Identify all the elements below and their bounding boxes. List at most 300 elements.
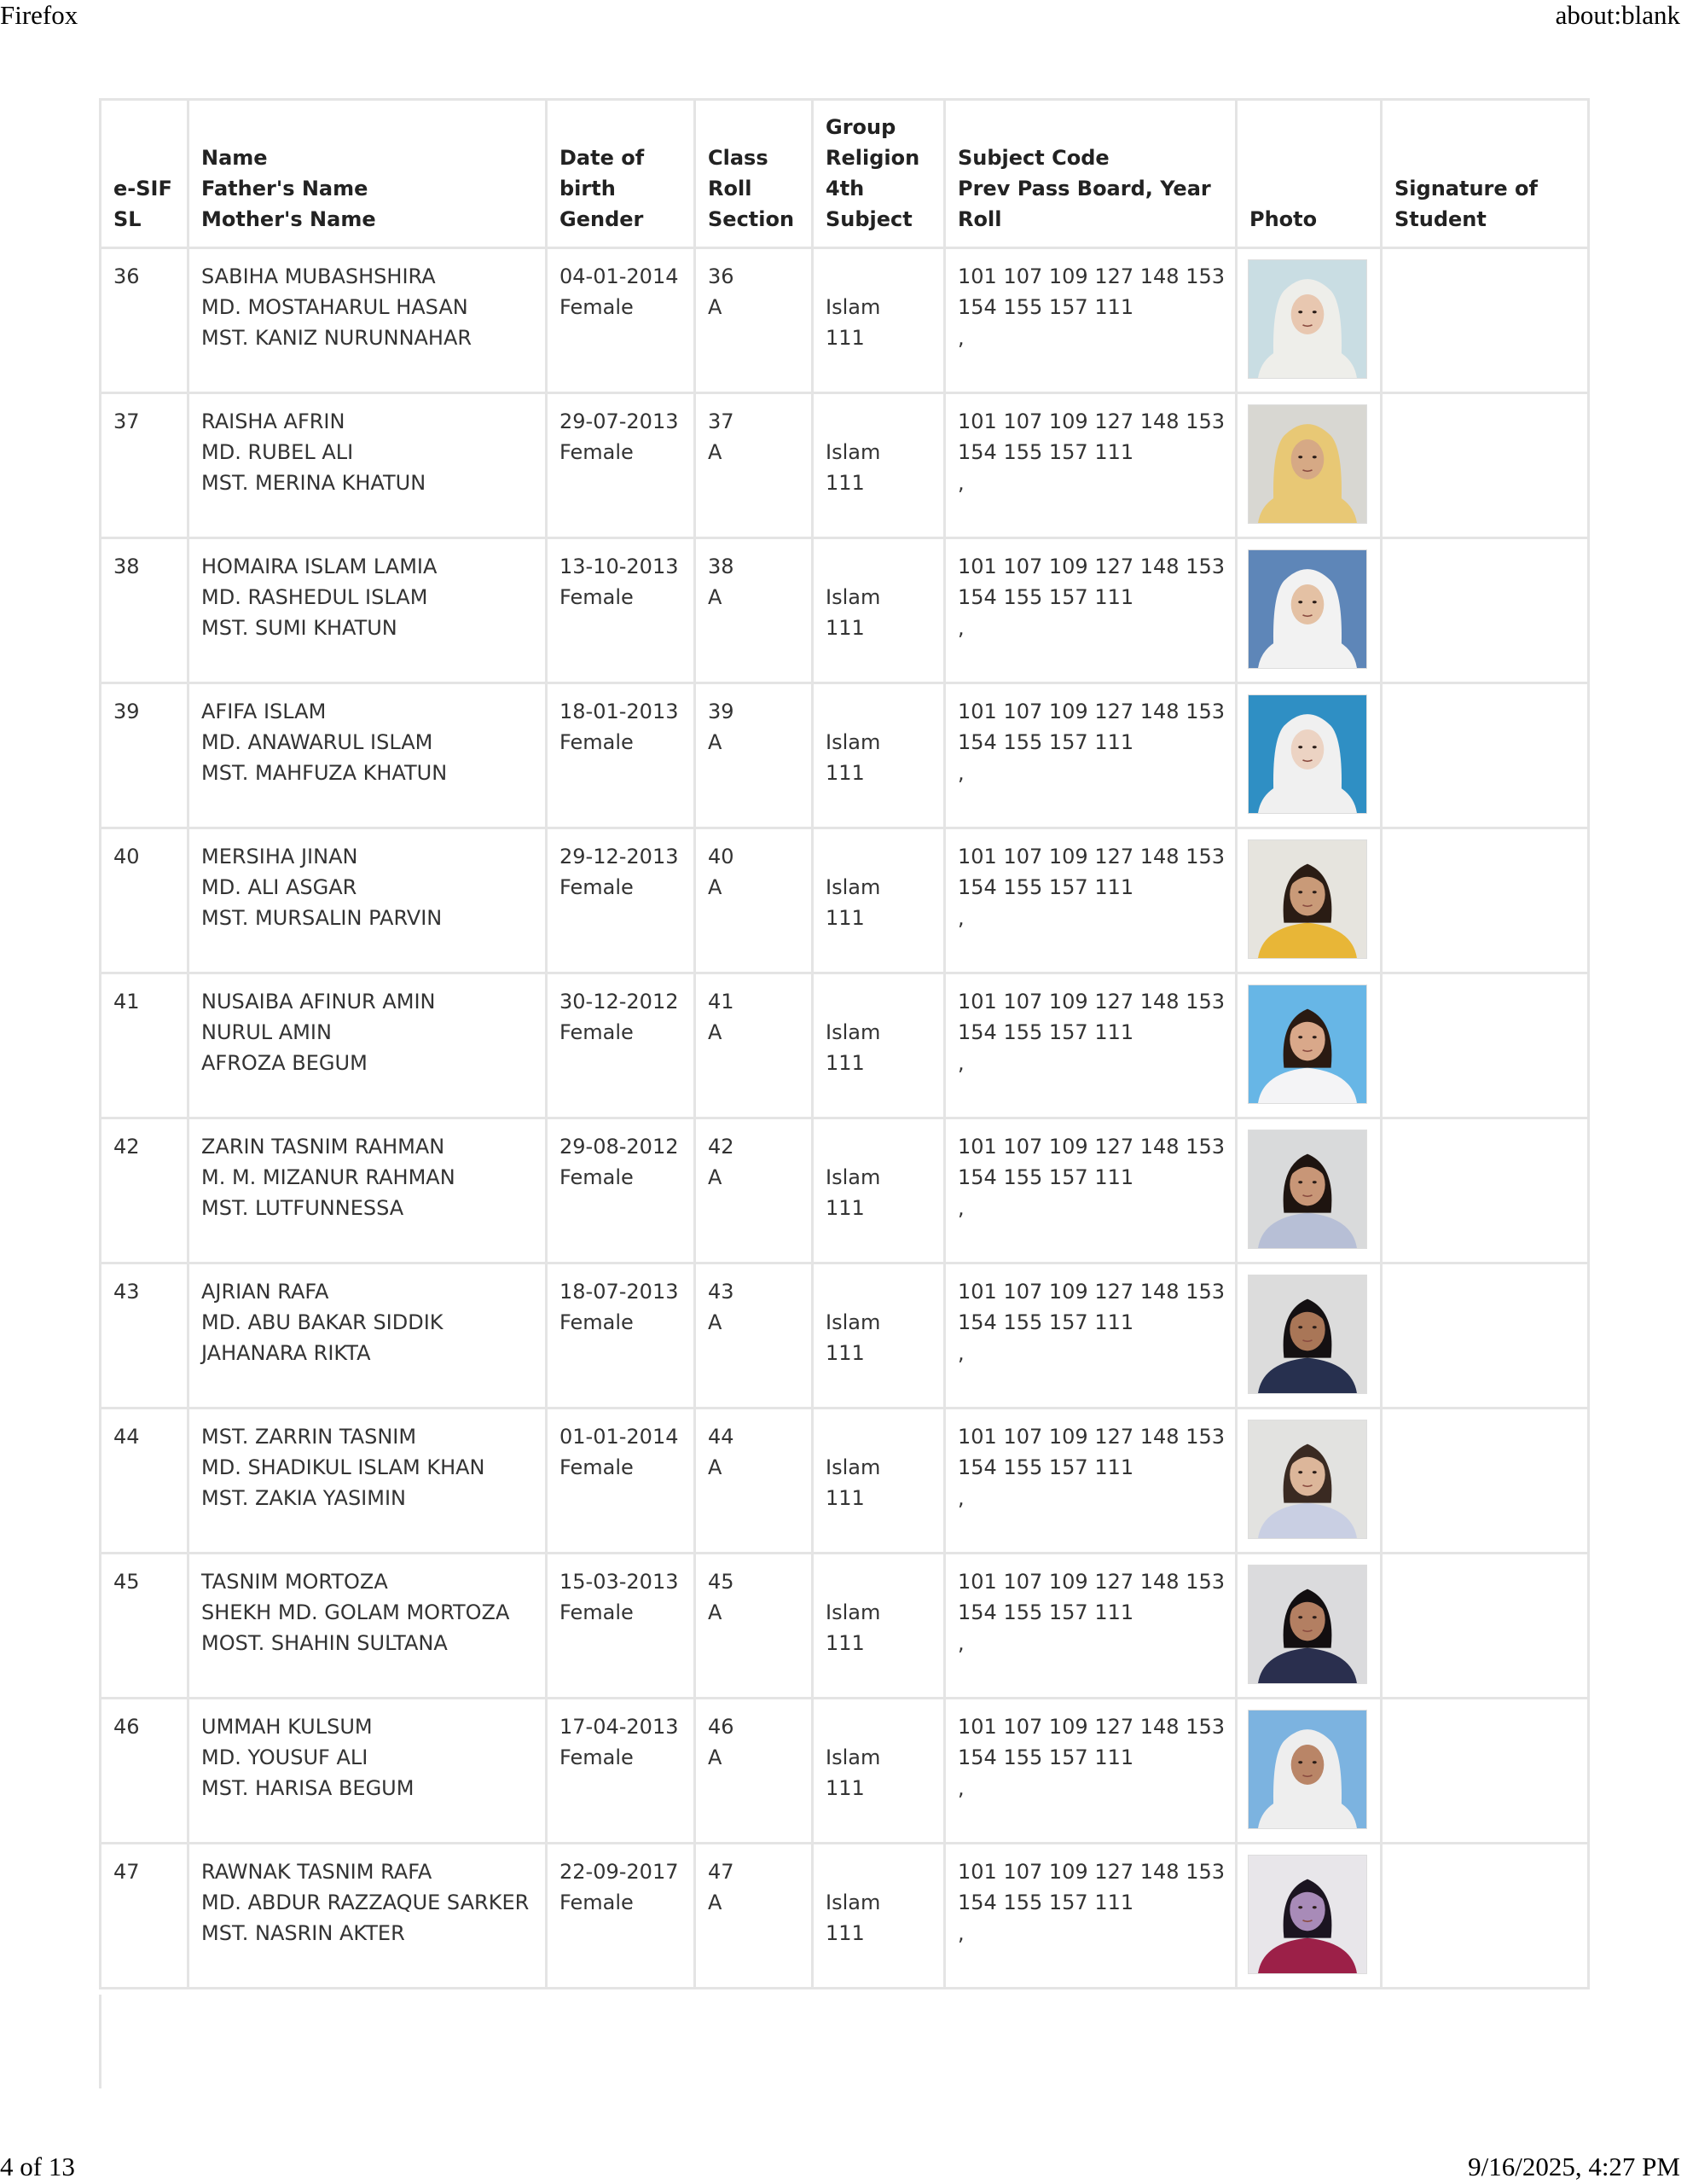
roll-cell (695, 248, 813, 393)
religion-cell (813, 1118, 945, 1263)
religion: Islam (826, 1455, 881, 1479)
sl-number: 37 (113, 410, 140, 433)
date-of-birth: 29-07-2013 (559, 410, 679, 433)
fourth-subject: 111 (826, 616, 865, 640)
sl-cell (101, 393, 188, 538)
photo-cell (1237, 1554, 1382, 1699)
names-cell (188, 683, 547, 828)
student-photo (1248, 1420, 1367, 1539)
subject-codes-line-2: 154 155 157 111 (958, 1745, 1134, 1769)
portrait-graphic (1249, 1711, 1366, 1828)
photo-cell (1237, 828, 1382, 973)
section: A (708, 295, 722, 319)
subject-codes-line-2: 154 155 157 111 (958, 1165, 1134, 1189)
section: A (708, 1020, 722, 1044)
photo-cell (1237, 1263, 1382, 1409)
date-of-birth: 29-12-2013 (559, 845, 679, 868)
father-name: MD. ANAWARUL ISLAM (201, 730, 433, 754)
prev-pass-info: , (958, 1196, 965, 1220)
fourth-subject: 111 (826, 1921, 865, 1945)
header-line: Name (201, 146, 268, 170)
religion-cell (813, 683, 945, 828)
header-line: Mother's Name (201, 207, 376, 231)
class-roll: 37 (708, 410, 734, 433)
header-line: Class (708, 146, 768, 170)
prev-pass-info: , (958, 616, 965, 640)
sl-cell (101, 828, 188, 973)
table-row (101, 1409, 1589, 1554)
fourth-subject: 111 (826, 906, 865, 930)
dob-cell (547, 1699, 695, 1844)
fourth-subject: 111 (826, 761, 865, 785)
header-line: birth (559, 177, 616, 200)
table-header (101, 100, 1589, 248)
dob-cell (547, 1409, 695, 1554)
names-cell (188, 1263, 547, 1409)
religion: Islam (826, 440, 881, 464)
header-esif-sl (101, 100, 188, 248)
names-cell (188, 1118, 547, 1263)
header-signature (1382, 100, 1589, 248)
subject-codes-line-2: 154 155 157 111 (958, 440, 1134, 464)
signature-cell (1382, 1409, 1589, 1554)
dob-cell (547, 538, 695, 683)
student-name: AFIFA ISLAM (201, 700, 327, 723)
table-row (101, 973, 1589, 1118)
dob-cell (547, 828, 695, 973)
student-photo (1248, 404, 1367, 524)
roll-cell (695, 393, 813, 538)
religion: Islam (826, 1891, 881, 1914)
sl-number: 39 (113, 700, 140, 723)
subject-code-cell (945, 828, 1237, 973)
mother-name: JAHANARA RIKTA (201, 1341, 371, 1365)
subject-codes-line-2: 154 155 157 111 (958, 730, 1134, 754)
fourth-subject: 111 (826, 1196, 865, 1220)
portrait-graphic (1249, 1420, 1366, 1538)
dob-cell (547, 393, 695, 538)
date-of-birth: 18-01-2013 (559, 700, 679, 723)
header-names (188, 100, 547, 248)
religion: Islam (826, 295, 881, 319)
date-of-birth: 13-10-2013 (559, 555, 679, 578)
class-roll: 44 (708, 1425, 734, 1449)
dob-cell (547, 683, 695, 828)
subject-codes-line-2: 154 155 157 111 (958, 1600, 1134, 1624)
header-line: SL (113, 207, 142, 231)
father-name: MD. SHADIKUL ISLAM KHAN (201, 1455, 485, 1479)
subject-codes-line-1: 101 107 109 127 148 153 (958, 1135, 1225, 1159)
page-url: about:blank (1555, 0, 1680, 30)
class-roll: 36 (708, 264, 734, 288)
student-photo (1248, 1855, 1367, 1974)
student-name: NUSAIBA AFINUR AMIN (201, 990, 436, 1014)
signature-cell (1382, 683, 1589, 828)
roll-cell (695, 1844, 813, 1989)
table-row (101, 1263, 1589, 1409)
mother-name: MST. MERINA KHATUN (201, 471, 426, 495)
class-roll: 41 (708, 990, 734, 1014)
subject-code-cell (945, 1409, 1237, 1554)
mother-name: MST. ZAKIA YASIMIN (201, 1486, 406, 1510)
subject-code-cell (945, 538, 1237, 683)
subject-codes-line-1: 101 107 109 127 148 153 (958, 845, 1225, 868)
signature-cell (1382, 1844, 1589, 1989)
portrait-graphic (1249, 695, 1366, 813)
sl-number: 47 (113, 1860, 140, 1884)
student-name: UMMAH KULSUM (201, 1715, 373, 1739)
section: A (708, 730, 722, 754)
subject-code-cell (945, 1844, 1237, 1989)
section: A (708, 1455, 722, 1479)
student-photo (1248, 259, 1367, 379)
section: A (708, 1165, 722, 1189)
table-continuation-border (99, 1995, 101, 2088)
date-of-birth: 22-09-2017 (559, 1860, 679, 1884)
dob-cell (547, 1263, 695, 1409)
religion-cell (813, 1699, 945, 1844)
print-header (0, 0, 1687, 34)
religion-cell (813, 973, 945, 1118)
dob-cell (547, 1118, 695, 1263)
sl-cell (101, 1263, 188, 1409)
student-name: RAISHA AFRIN (201, 410, 345, 433)
fourth-subject: 111 (826, 1631, 865, 1655)
sl-cell (101, 1409, 188, 1554)
table-row (101, 683, 1589, 828)
sl-number: 46 (113, 1715, 140, 1739)
roll-cell (695, 538, 813, 683)
section: A (708, 1891, 722, 1914)
roll-cell (695, 1699, 813, 1844)
roll-cell (695, 683, 813, 828)
subject-code-cell (945, 973, 1237, 1118)
browser-app-name: Firefox (0, 0, 78, 30)
mother-name: MST. NASRIN AKTER (201, 1921, 405, 1945)
religion-cell (813, 393, 945, 538)
subject-codes-line-1: 101 107 109 127 148 153 (958, 555, 1225, 578)
subject-code-cell (945, 1118, 1237, 1263)
student-photo (1248, 1130, 1367, 1249)
student-name: SABIHA MUBASHSHIRA (201, 264, 436, 288)
header-line: Prev Pass Board, Year (958, 177, 1211, 200)
dob-cell (547, 1554, 695, 1699)
fourth-subject: 111 (826, 326, 865, 350)
prev-pass-info: , (958, 1051, 965, 1075)
gender: Female (559, 1165, 634, 1189)
fourth-subject: 111 (826, 1341, 865, 1365)
subject-code-cell (945, 248, 1237, 393)
header-line: Roll (708, 177, 752, 200)
header-line: Father's Name (201, 177, 368, 200)
table-row (101, 538, 1589, 683)
gender: Female (559, 730, 634, 754)
gender: Female (559, 585, 634, 609)
print-timestamp: 9/16/2025, 4:27 PM (1468, 2152, 1680, 2181)
subject-codes-line-2: 154 155 157 111 (958, 295, 1134, 319)
religion-cell (813, 828, 945, 973)
gender: Female (559, 440, 634, 464)
subject-codes-line-1: 101 107 109 127 148 153 (958, 1280, 1225, 1304)
names-cell (188, 393, 547, 538)
header-row (101, 100, 1589, 248)
subject-code-cell (945, 683, 1237, 828)
portrait-graphic (1249, 1565, 1366, 1683)
student-photo (1248, 1275, 1367, 1394)
date-of-birth: 17-04-2013 (559, 1715, 679, 1739)
subject-codes-line-2: 154 155 157 111 (958, 1891, 1134, 1914)
names-cell (188, 1844, 547, 1989)
student-photo (1248, 549, 1367, 669)
mother-name: MST. KANIZ NURUNNAHAR (201, 326, 472, 350)
signature-cell (1382, 1118, 1589, 1263)
gender: Female (559, 1745, 634, 1769)
header-line: Group (826, 115, 896, 139)
header-photo (1237, 100, 1382, 248)
fourth-subject: 111 (826, 1051, 865, 1075)
father-name: MD. ABU BAKAR SIDDIK (201, 1310, 443, 1334)
gender: Female (559, 1455, 634, 1479)
dob-cell (547, 973, 695, 1118)
sl-number: 36 (113, 264, 140, 288)
student-name: MERSIHA JINAN (201, 845, 358, 868)
prev-pass-info: , (958, 471, 965, 495)
prev-pass-info: , (958, 1921, 965, 1945)
names-cell (188, 538, 547, 683)
date-of-birth: 04-01-2014 (559, 264, 679, 288)
sl-number: 45 (113, 1570, 140, 1594)
sl-cell (101, 538, 188, 683)
portrait-graphic (1249, 840, 1366, 958)
photo-cell (1237, 973, 1382, 1118)
father-name: MD. ABDUR RAZZAQUE SARKER (201, 1891, 530, 1914)
subject-codes-line-1: 101 107 109 127 148 153 (958, 1570, 1225, 1594)
sl-cell (101, 683, 188, 828)
header-line: Gender (559, 207, 644, 231)
sl-cell (101, 1699, 188, 1844)
table-body (101, 248, 1589, 1989)
prev-pass-info: , (958, 326, 965, 350)
date-of-birth: 01-01-2014 (559, 1425, 679, 1449)
subject-codes-line-2: 154 155 157 111 (958, 1310, 1134, 1334)
religion: Islam (826, 730, 881, 754)
sl-cell (101, 1118, 188, 1263)
religion-cell (813, 1554, 945, 1699)
religion-cell (813, 538, 945, 683)
roll-cell (695, 1409, 813, 1554)
portrait-graphic (1249, 1130, 1366, 1248)
header-line: Roll (958, 207, 1002, 231)
father-name: MD. RUBEL ALI (201, 440, 354, 464)
student-table (99, 98, 1590, 1989)
gender: Female (559, 1310, 634, 1334)
photo-cell (1237, 538, 1382, 683)
subject-codes-line-1: 101 107 109 127 148 153 (958, 1425, 1225, 1449)
father-name: MD. YOUSUF ALI (201, 1745, 368, 1769)
religion: Islam (826, 1745, 881, 1769)
header-line: Signature of (1394, 177, 1538, 200)
subject-codes-line-1: 101 107 109 127 148 153 (958, 1715, 1225, 1739)
section: A (708, 585, 722, 609)
portrait-graphic (1249, 1856, 1366, 1973)
signature-cell (1382, 828, 1589, 973)
student-name: HOMAIRA ISLAM LAMIA (201, 555, 438, 578)
student-photo (1248, 1710, 1367, 1829)
father-name: NURUL AMIN (201, 1020, 332, 1044)
subject-codes-line-1: 101 107 109 127 148 153 (958, 1860, 1225, 1884)
sl-cell (101, 248, 188, 393)
sl-cell (101, 1554, 188, 1699)
table-row (101, 248, 1589, 393)
photo-cell (1237, 1699, 1382, 1844)
fourth-subject: 111 (826, 1486, 865, 1510)
religion-cell (813, 1409, 945, 1554)
date-of-birth: 30-12-2012 (559, 990, 679, 1014)
header-line: Section (708, 207, 795, 231)
religion-cell (813, 1263, 945, 1409)
header-line: 4th (826, 177, 865, 200)
prev-pass-info: , (958, 1486, 965, 1510)
prev-pass-info: , (958, 761, 965, 785)
class-roll: 45 (708, 1570, 734, 1594)
signature-cell (1382, 538, 1589, 683)
header-line: e-SIF (113, 177, 172, 200)
class-roll: 47 (708, 1860, 734, 1884)
roll-cell (695, 1118, 813, 1263)
religion-cell (813, 248, 945, 393)
date-of-birth: 15-03-2013 (559, 1570, 679, 1594)
student-photo (1248, 1565, 1367, 1684)
section: A (708, 875, 722, 899)
section: A (708, 1600, 722, 1624)
class-roll: 39 (708, 700, 734, 723)
sl-number: 40 (113, 845, 140, 868)
table-row (101, 1554, 1589, 1699)
student-photo (1248, 985, 1367, 1104)
sl-number: 38 (113, 555, 140, 578)
student-list-sheet (99, 98, 1587, 1989)
date-of-birth: 29-08-2012 (559, 1135, 679, 1159)
header-group-religion-subject (813, 100, 945, 248)
signature-cell (1382, 248, 1589, 393)
subject-codes-line-1: 101 107 109 127 148 153 (958, 990, 1225, 1014)
subject-code-cell (945, 1554, 1237, 1699)
sl-cell (101, 973, 188, 1118)
names-cell (188, 1554, 547, 1699)
subject-codes-line-2: 154 155 157 111 (958, 875, 1134, 899)
portrait-graphic (1249, 550, 1366, 668)
table-row (101, 1118, 1589, 1263)
prev-pass-info: , (958, 1631, 965, 1655)
roll-cell (695, 828, 813, 973)
student-name: RAWNAK TASNIM RAFA (201, 1860, 432, 1884)
signature-cell (1382, 1554, 1589, 1699)
student-name: AJRIAN RAFA (201, 1280, 329, 1304)
religion: Islam (826, 585, 881, 609)
roll-cell (695, 1263, 813, 1409)
gender: Female (559, 1600, 634, 1624)
student-name: MST. ZARRIN TASNIM (201, 1425, 417, 1449)
table-row (101, 828, 1589, 973)
names-cell (188, 973, 547, 1118)
subject-code-cell (945, 393, 1237, 538)
class-roll: 38 (708, 555, 734, 578)
religion: Islam (826, 1600, 881, 1624)
gender: Female (559, 1020, 634, 1044)
portrait-graphic (1249, 1275, 1366, 1393)
mother-name: MST. LUTFUNNESSA (201, 1196, 404, 1220)
mother-name: MST. SUMI KHATUN (201, 616, 397, 640)
names-cell (188, 1409, 547, 1554)
gender: Female (559, 875, 634, 899)
table-row (101, 1844, 1589, 1989)
section: A (708, 1310, 722, 1334)
names-cell (188, 828, 547, 973)
mother-name: MST. HARISA BEGUM (201, 1776, 415, 1800)
header-line: Subject Code (958, 146, 1110, 170)
prev-pass-info: , (958, 906, 965, 930)
header-line: Religion (826, 146, 920, 170)
father-name: SHEKH MD. GOLAM MORTOZA (201, 1600, 510, 1624)
portrait-graphic (1249, 985, 1366, 1103)
sl-number: 41 (113, 990, 140, 1014)
table-row (101, 393, 1589, 538)
student-photo (1248, 694, 1367, 814)
dob-cell (547, 248, 695, 393)
sl-number: 43 (113, 1280, 140, 1304)
names-cell (188, 248, 547, 393)
table-row (101, 1699, 1589, 1844)
prev-pass-info: , (958, 1776, 965, 1800)
class-roll: 42 (708, 1135, 734, 1159)
student-name: ZARIN TASNIM RAHMAN (201, 1135, 445, 1159)
subject-codes-line-2: 154 155 157 111 (958, 1020, 1134, 1044)
roll-cell (695, 1554, 813, 1699)
prev-pass-info: , (958, 1341, 965, 1365)
fourth-subject: 111 (826, 1776, 865, 1800)
mother-name: AFROZA BEGUM (201, 1051, 368, 1075)
photo-cell (1237, 1118, 1382, 1263)
photo-cell (1237, 393, 1382, 538)
header-subject-code (945, 100, 1237, 248)
photo-cell (1237, 683, 1382, 828)
photo-cell (1237, 1409, 1382, 1554)
section: A (708, 1745, 722, 1769)
subject-codes-line-2: 154 155 157 111 (958, 1455, 1134, 1479)
header-line: Student (1394, 207, 1487, 231)
page-counter: 4 of 13 (0, 2152, 75, 2181)
portrait-graphic (1249, 405, 1366, 523)
gender: Female (559, 1891, 634, 1914)
signature-cell (1382, 393, 1589, 538)
signature-cell (1382, 1699, 1589, 1844)
date-of-birth: 18-07-2013 (559, 1280, 679, 1304)
gender: Female (559, 295, 634, 319)
signature-cell (1382, 1263, 1589, 1409)
sl-number: 44 (113, 1425, 140, 1449)
names-cell (188, 1699, 547, 1844)
sl-number: 42 (113, 1135, 140, 1159)
student-photo (1248, 839, 1367, 959)
header-dob-gender (547, 100, 695, 248)
father-name: MD. ALI ASGAR (201, 875, 357, 899)
photo-cell (1237, 248, 1382, 393)
class-roll: 46 (708, 1715, 734, 1739)
mother-name: MST. MURSALIN PARVIN (201, 906, 443, 930)
subject-codes-line-2: 154 155 157 111 (958, 585, 1134, 609)
subject-codes-line-1: 101 107 109 127 148 153 (958, 410, 1225, 433)
roll-cell (695, 973, 813, 1118)
